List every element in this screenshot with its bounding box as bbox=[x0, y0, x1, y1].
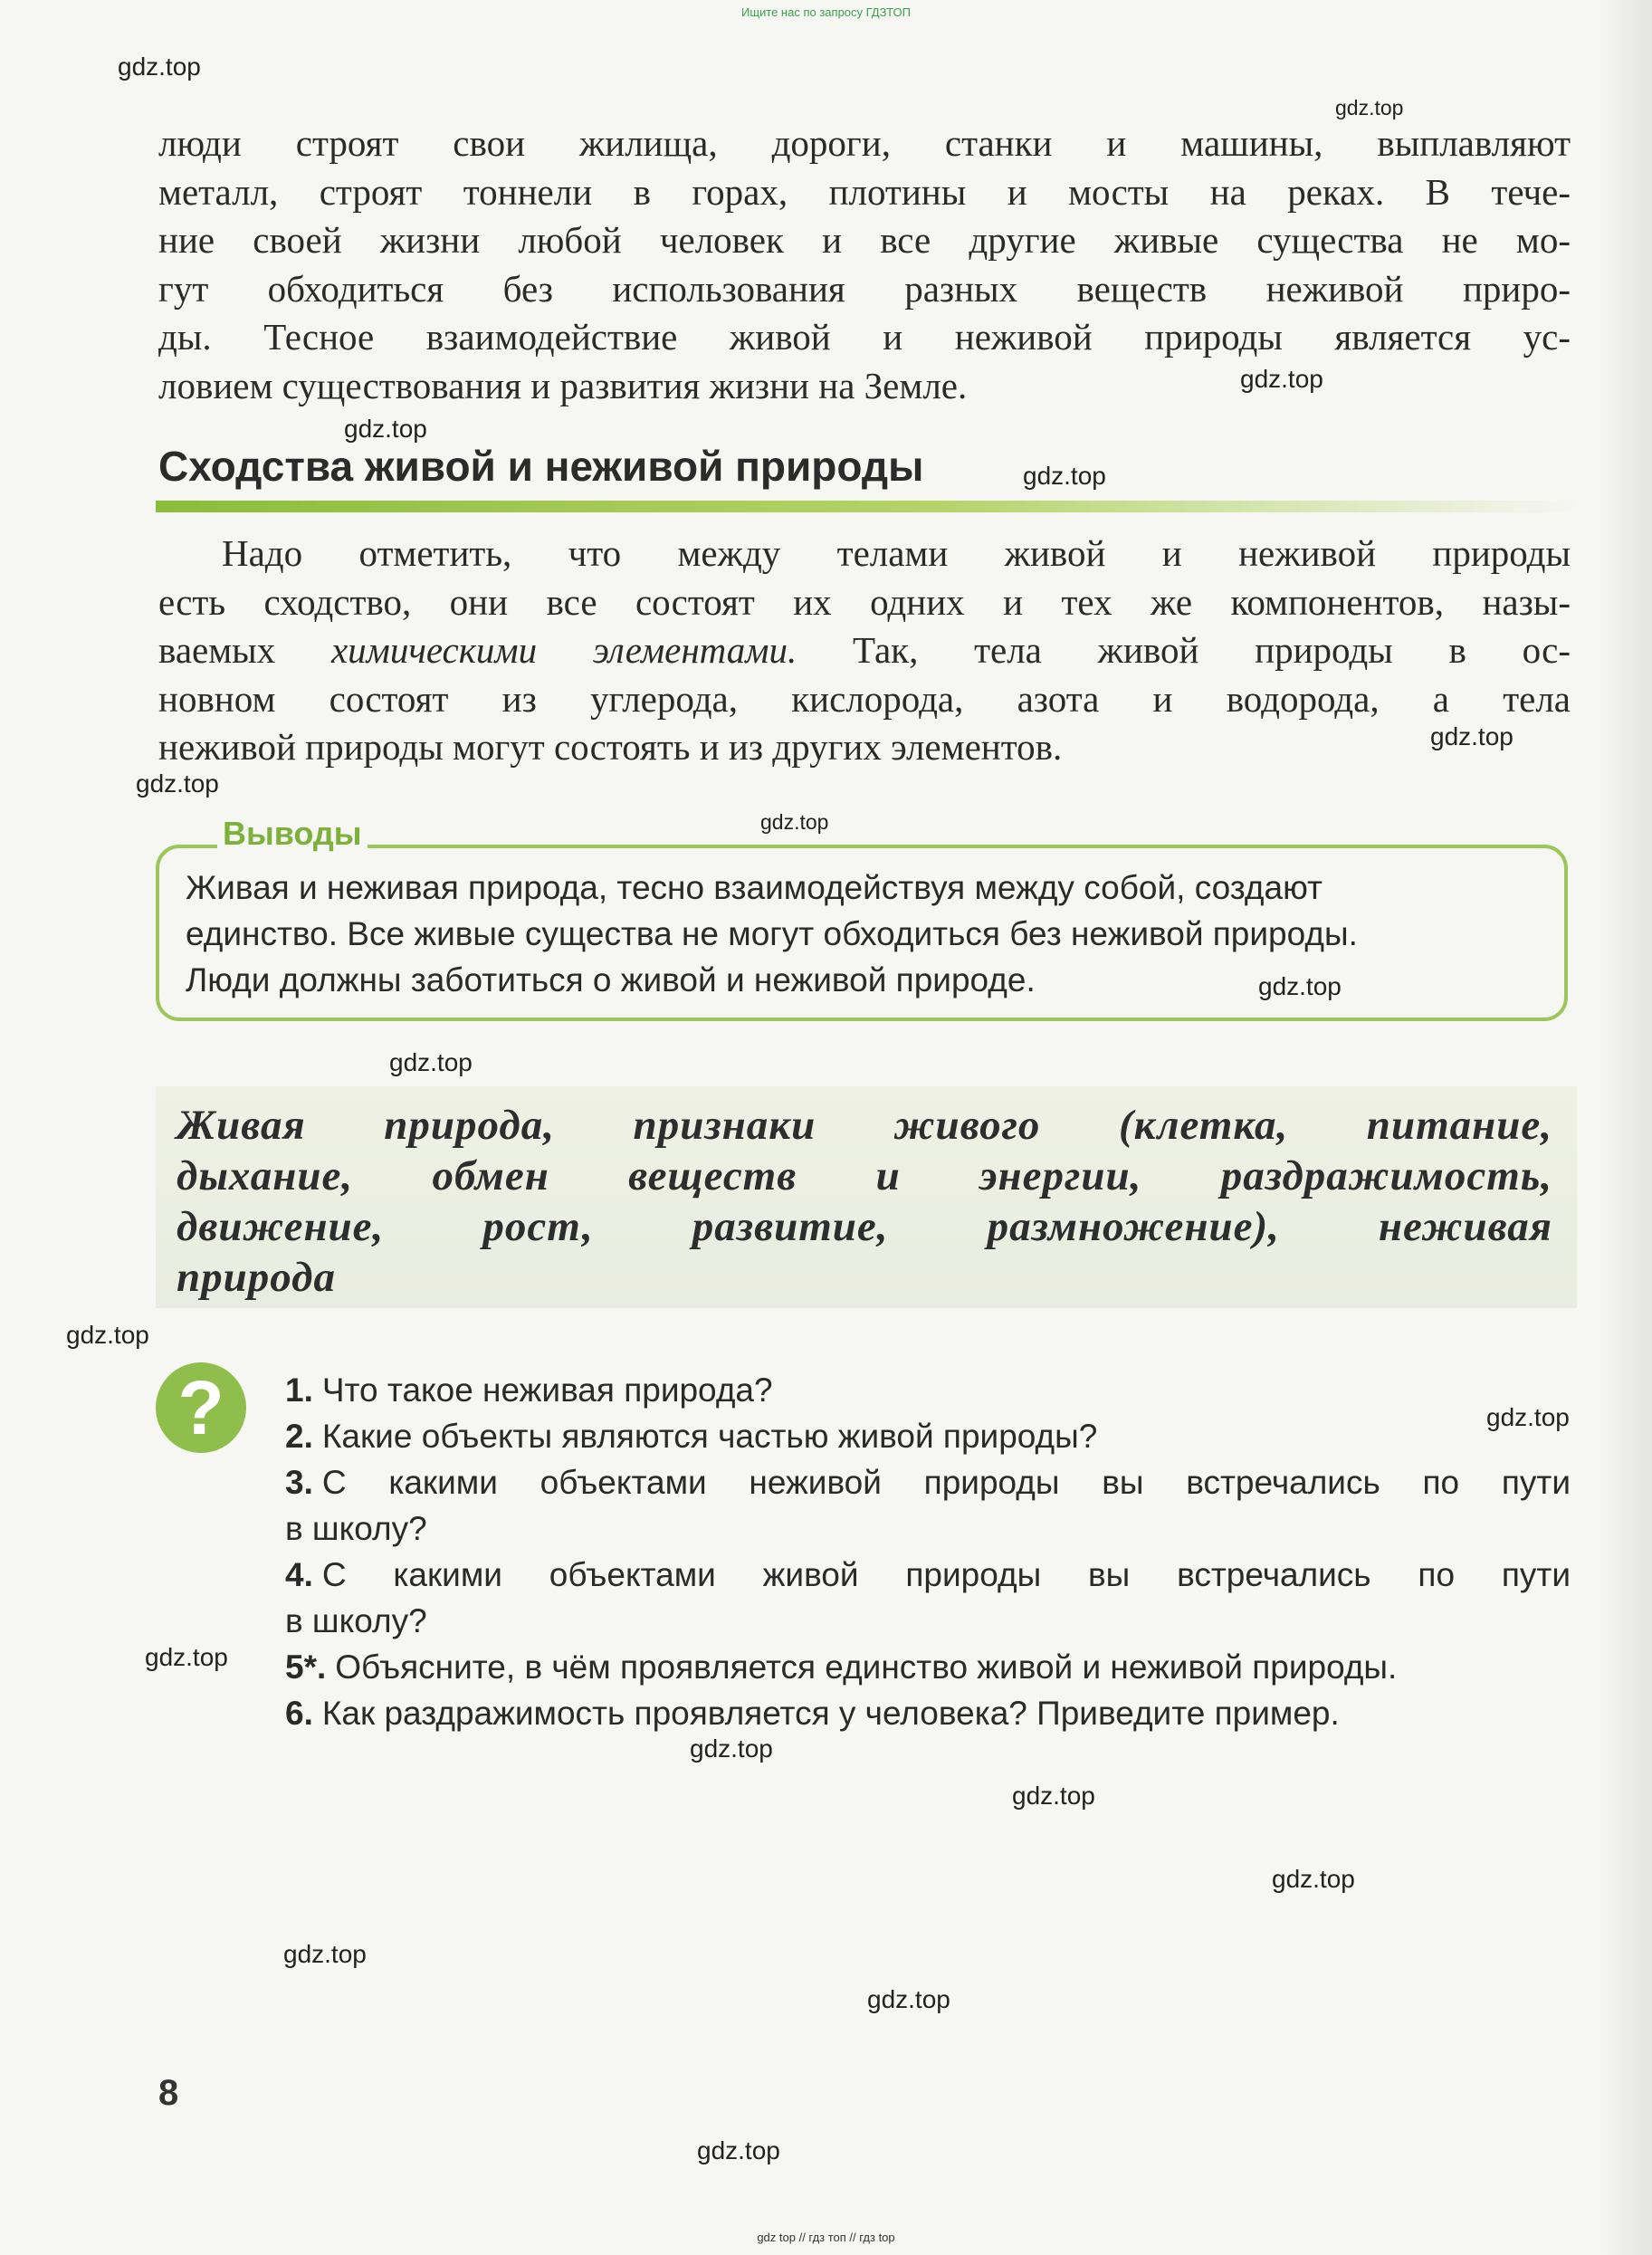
watermark: gdz.top bbox=[690, 1734, 773, 1763]
question-continuation: в школу? bbox=[285, 1602, 427, 1639]
watermark: gdz.top bbox=[1240, 365, 1323, 393]
question-item bbox=[285, 1690, 1571, 1736]
intro-paragraph bbox=[158, 119, 1571, 410]
question-number: 1. bbox=[285, 1371, 313, 1409]
question-mark-icon: ? bbox=[156, 1362, 246, 1453]
question-item bbox=[285, 1552, 1571, 1644]
text-fragment: Надо отметить, что между телами живой и неживой природы bbox=[222, 532, 1571, 574]
question-text: Объясните, в чём проявляется единство живой и неживой природы. bbox=[335, 1648, 1398, 1686]
watermark: gdz.top bbox=[1430, 722, 1514, 750]
question-number: 5*. bbox=[285, 1648, 327, 1686]
text-line: движение, рост, развитие, размножение), неживая bbox=[177, 1203, 1552, 1250]
text-line: Люди должны заботиться о живой и неживой природе. bbox=[186, 961, 1036, 999]
watermark: gdz.top bbox=[697, 2136, 780, 2164]
text-line: Живая и неживая природа, тесно взаимодействуя между собой, создают bbox=[186, 869, 1323, 906]
question-item bbox=[285, 1644, 1571, 1690]
watermark: gdz.top bbox=[118, 53, 201, 81]
watermark: gdz.top bbox=[344, 415, 427, 443]
text-line bbox=[158, 626, 1571, 675]
question-item bbox=[285, 1413, 1571, 1459]
section-paragraph bbox=[158, 530, 1571, 772]
text-fragment: Так, тела живой природы в ос- bbox=[797, 629, 1571, 671]
watermark: gdz.top bbox=[1258, 972, 1342, 1000]
text-line: ловием существования и развития жизни на Земле. bbox=[158, 364, 968, 406]
title-underline bbox=[156, 501, 1577, 512]
text-line: гут обходиться без использования разных веществ неживой приро- bbox=[158, 267, 1571, 310]
watermark: gdz.top bbox=[1272, 1865, 1355, 1893]
questions-list bbox=[285, 1367, 1571, 1736]
question-text: Что такое неживая природа? bbox=[321, 1371, 773, 1409]
text-line: единство. Все живые существа не могут обходиться без неживой природы. bbox=[186, 915, 1358, 952]
top-banner: Ищите нас по запросу ГДЗТОП bbox=[740, 5, 911, 19]
text-line: металл, строят тоннели в горах, плотины и мосты на реках. В тече- bbox=[158, 170, 1571, 213]
watermark: gdz.top bbox=[136, 769, 219, 798]
watermark: gdz.top bbox=[145, 1643, 228, 1671]
text-line: есть сходство, они все состоят их одних и тех же компонентов, назы- bbox=[158, 580, 1571, 623]
watermark: gdz.top bbox=[283, 1940, 367, 1968]
page-number: 8 bbox=[158, 2073, 179, 2113]
text-line: неживой природы могут состоять и из других элементов. bbox=[158, 726, 1063, 768]
question-number: 3. bbox=[285, 1464, 313, 1501]
question-continuation: в школу? bbox=[285, 1510, 427, 1547]
question-item bbox=[285, 1367, 1571, 1413]
question-text: С какими объектами живой природы вы встречались по пути bbox=[321, 1556, 1571, 1593]
text-line: люди строят свои жилища, дороги, станки и машины, выплавляют bbox=[158, 122, 1571, 164]
watermark: gdz.top bbox=[1335, 96, 1404, 119]
watermark: gdz.top bbox=[1023, 462, 1106, 490]
watermark: gdz.top bbox=[66, 1321, 149, 1349]
watermark: gdz.top bbox=[760, 810, 829, 834]
section-title: Сходства живой и неживой природы bbox=[158, 443, 924, 490]
text-line: природа bbox=[177, 1254, 336, 1301]
conclusions-text bbox=[186, 865, 1548, 1003]
question-text: Как раздражимость проявляется у человека? Приведите пример. bbox=[321, 1695, 1340, 1732]
question-item bbox=[285, 1459, 1571, 1552]
question-number: 4. bbox=[285, 1556, 313, 1593]
question-number: 6. bbox=[285, 1695, 313, 1732]
text-line: ды. Тесное взаимодействие живой и неживой природы является ус- bbox=[158, 316, 1571, 358]
text-fragment: ваемых bbox=[158, 629, 331, 671]
bottom-banner: gdz top // гдз топ // гдз top bbox=[757, 2231, 895, 2244]
watermark: gdz.top bbox=[1012, 1782, 1095, 1810]
text-line: дыхание, обмен веществ и энергии, раздражимость, bbox=[177, 1152, 1552, 1199]
text-line: ние своей жизни любой человек и все другие живые существа не мо- bbox=[158, 219, 1571, 261]
text-line: Живая природа, признаки живого (клетка, питание, bbox=[177, 1102, 1552, 1149]
question-text: С какими объектами неживой природы вы встречались по пути bbox=[321, 1464, 1571, 1501]
text-line bbox=[158, 530, 1571, 578]
page-edge-shadow bbox=[1598, 0, 1652, 2255]
watermark: gdz.top bbox=[867, 1985, 950, 2013]
term-chemical-elements: химическими элементами. bbox=[330, 629, 797, 671]
watermark: gdz.top bbox=[1486, 1403, 1570, 1431]
question-text: Какие объекты являются частью живой природы? bbox=[321, 1418, 1098, 1455]
watermark: gdz.top bbox=[389, 1048, 473, 1076]
conclusions-label: Выводы bbox=[217, 815, 368, 853]
text-line: новном состоят из углерода, кислорода, азота и водорода, а тела bbox=[158, 677, 1571, 720]
keywords-text bbox=[177, 1100, 1552, 1303]
question-number: 2. bbox=[285, 1418, 313, 1455]
